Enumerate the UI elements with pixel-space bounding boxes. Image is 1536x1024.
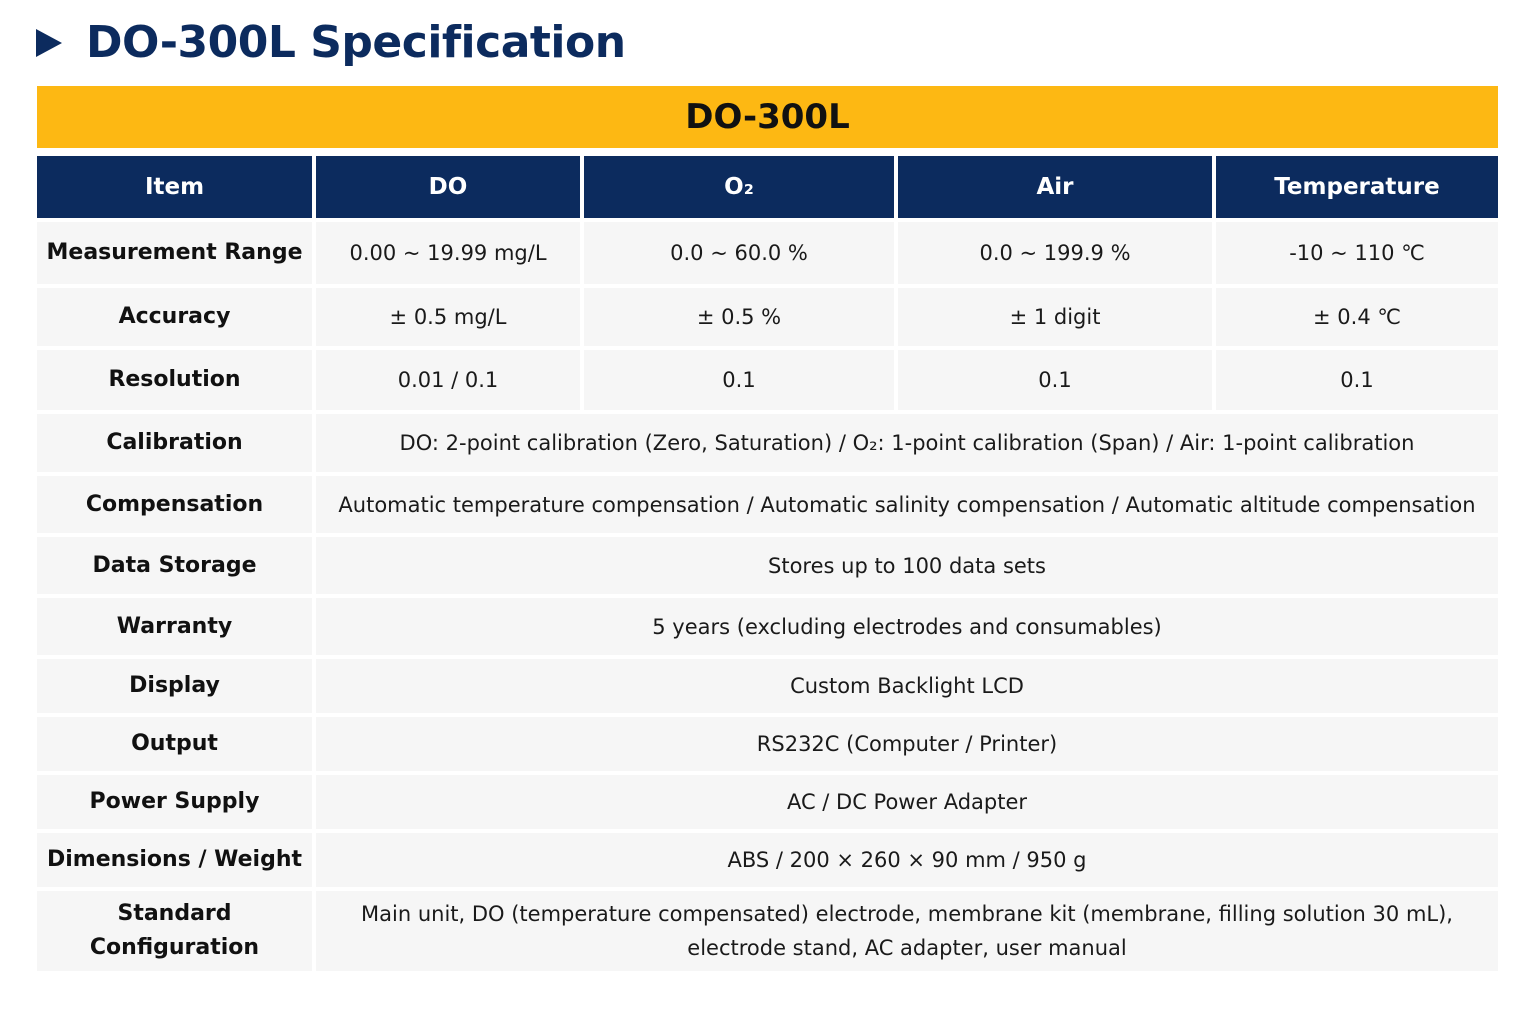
header-air: Air (894, 156, 1212, 218)
table-row (37, 775, 1498, 829)
header-do: DO (312, 156, 580, 218)
page-title: DO-300L Specification (86, 16, 626, 68)
cell-value: Custom Backlight LCD (312, 659, 1498, 713)
cell-temperature: ± 0.4 ℃ (1212, 288, 1498, 346)
cell-value: AC / DC Power Adapter (312, 775, 1498, 829)
cell-temperature: 0.1 (1212, 350, 1498, 410)
table-row (37, 717, 1498, 771)
cell-air: 0.1 (894, 350, 1212, 410)
cell-do: ± 0.5 mg/L (312, 288, 580, 346)
cell-value: DO: 2-point calibration (Zero, Saturation) / O₂: 1-point calibration (Span) / Air: 1-point calibration (312, 414, 1498, 472)
table-row (37, 537, 1498, 594)
row-label: Resolution (37, 350, 312, 410)
cell-do: 0.01 / 0.1 (312, 350, 580, 410)
cell-o2: 0.0 ~ 60.0 % (580, 222, 894, 284)
title-row (36, 14, 626, 70)
model-banner: DO-300L (37, 86, 1498, 148)
row-label: Warranty (37, 598, 312, 655)
play-arrow-icon (36, 29, 62, 57)
row-label: Power Supply (37, 775, 312, 829)
table-row (37, 288, 1498, 346)
cell-o2: 0.1 (580, 350, 894, 410)
row-label: Dimensions / Weight (37, 833, 312, 887)
cell-value-multiline (312, 891, 1498, 971)
row-label: Accuracy (37, 288, 312, 346)
table-row (37, 891, 1498, 971)
cell-value: ABS / 200 × 260 × 90 mm / 950 g (312, 833, 1498, 887)
cell-air: ± 1 digit (894, 288, 1212, 346)
cell-air: 0.0 ~ 199.9 % (894, 222, 1212, 284)
table-row (37, 476, 1498, 533)
cell-value: RS232C (Computer / Printer) (312, 717, 1498, 771)
table-row (37, 222, 1498, 284)
row-label: Compensation (37, 476, 312, 533)
cell-do: 0.00 ~ 19.99 mg/L (312, 222, 580, 284)
cell-temperature: -10 ~ 110 ℃ (1212, 222, 1498, 284)
row-label: Display (37, 659, 312, 713)
table-row (37, 598, 1498, 655)
table-row (37, 833, 1498, 887)
cell-value: Stores up to 100 data sets (312, 537, 1498, 594)
row-label: Calibration (37, 414, 312, 472)
header-o2: O₂ (580, 156, 894, 218)
row-label: Output (37, 717, 312, 771)
table-row (37, 350, 1498, 410)
row-label: Standard Configuration (37, 891, 312, 971)
table-row (37, 659, 1498, 713)
row-label: Data Storage (37, 537, 312, 594)
cell-value-line-2: electrode stand, AC adapter, user manual (687, 936, 1127, 960)
row-label: Measurement Range (37, 222, 312, 284)
cell-value-line-1: Main unit, DO (temperature compensated) electrode, membrane kit (membrane, filling solution 30 mL), (361, 902, 1453, 926)
header-item: Item (37, 156, 312, 218)
table-row (37, 414, 1498, 472)
table-header-row (37, 156, 1498, 218)
cell-value: 5 years (excluding electrodes and consumables) (312, 598, 1498, 655)
cell-o2: ± 0.5 % (580, 288, 894, 346)
header-temperature: Temperature (1212, 156, 1498, 218)
cell-value: Automatic temperature compensation / Automatic salinity compensation / Automatic altitude compensation (312, 476, 1498, 533)
spec-table (37, 152, 1498, 975)
